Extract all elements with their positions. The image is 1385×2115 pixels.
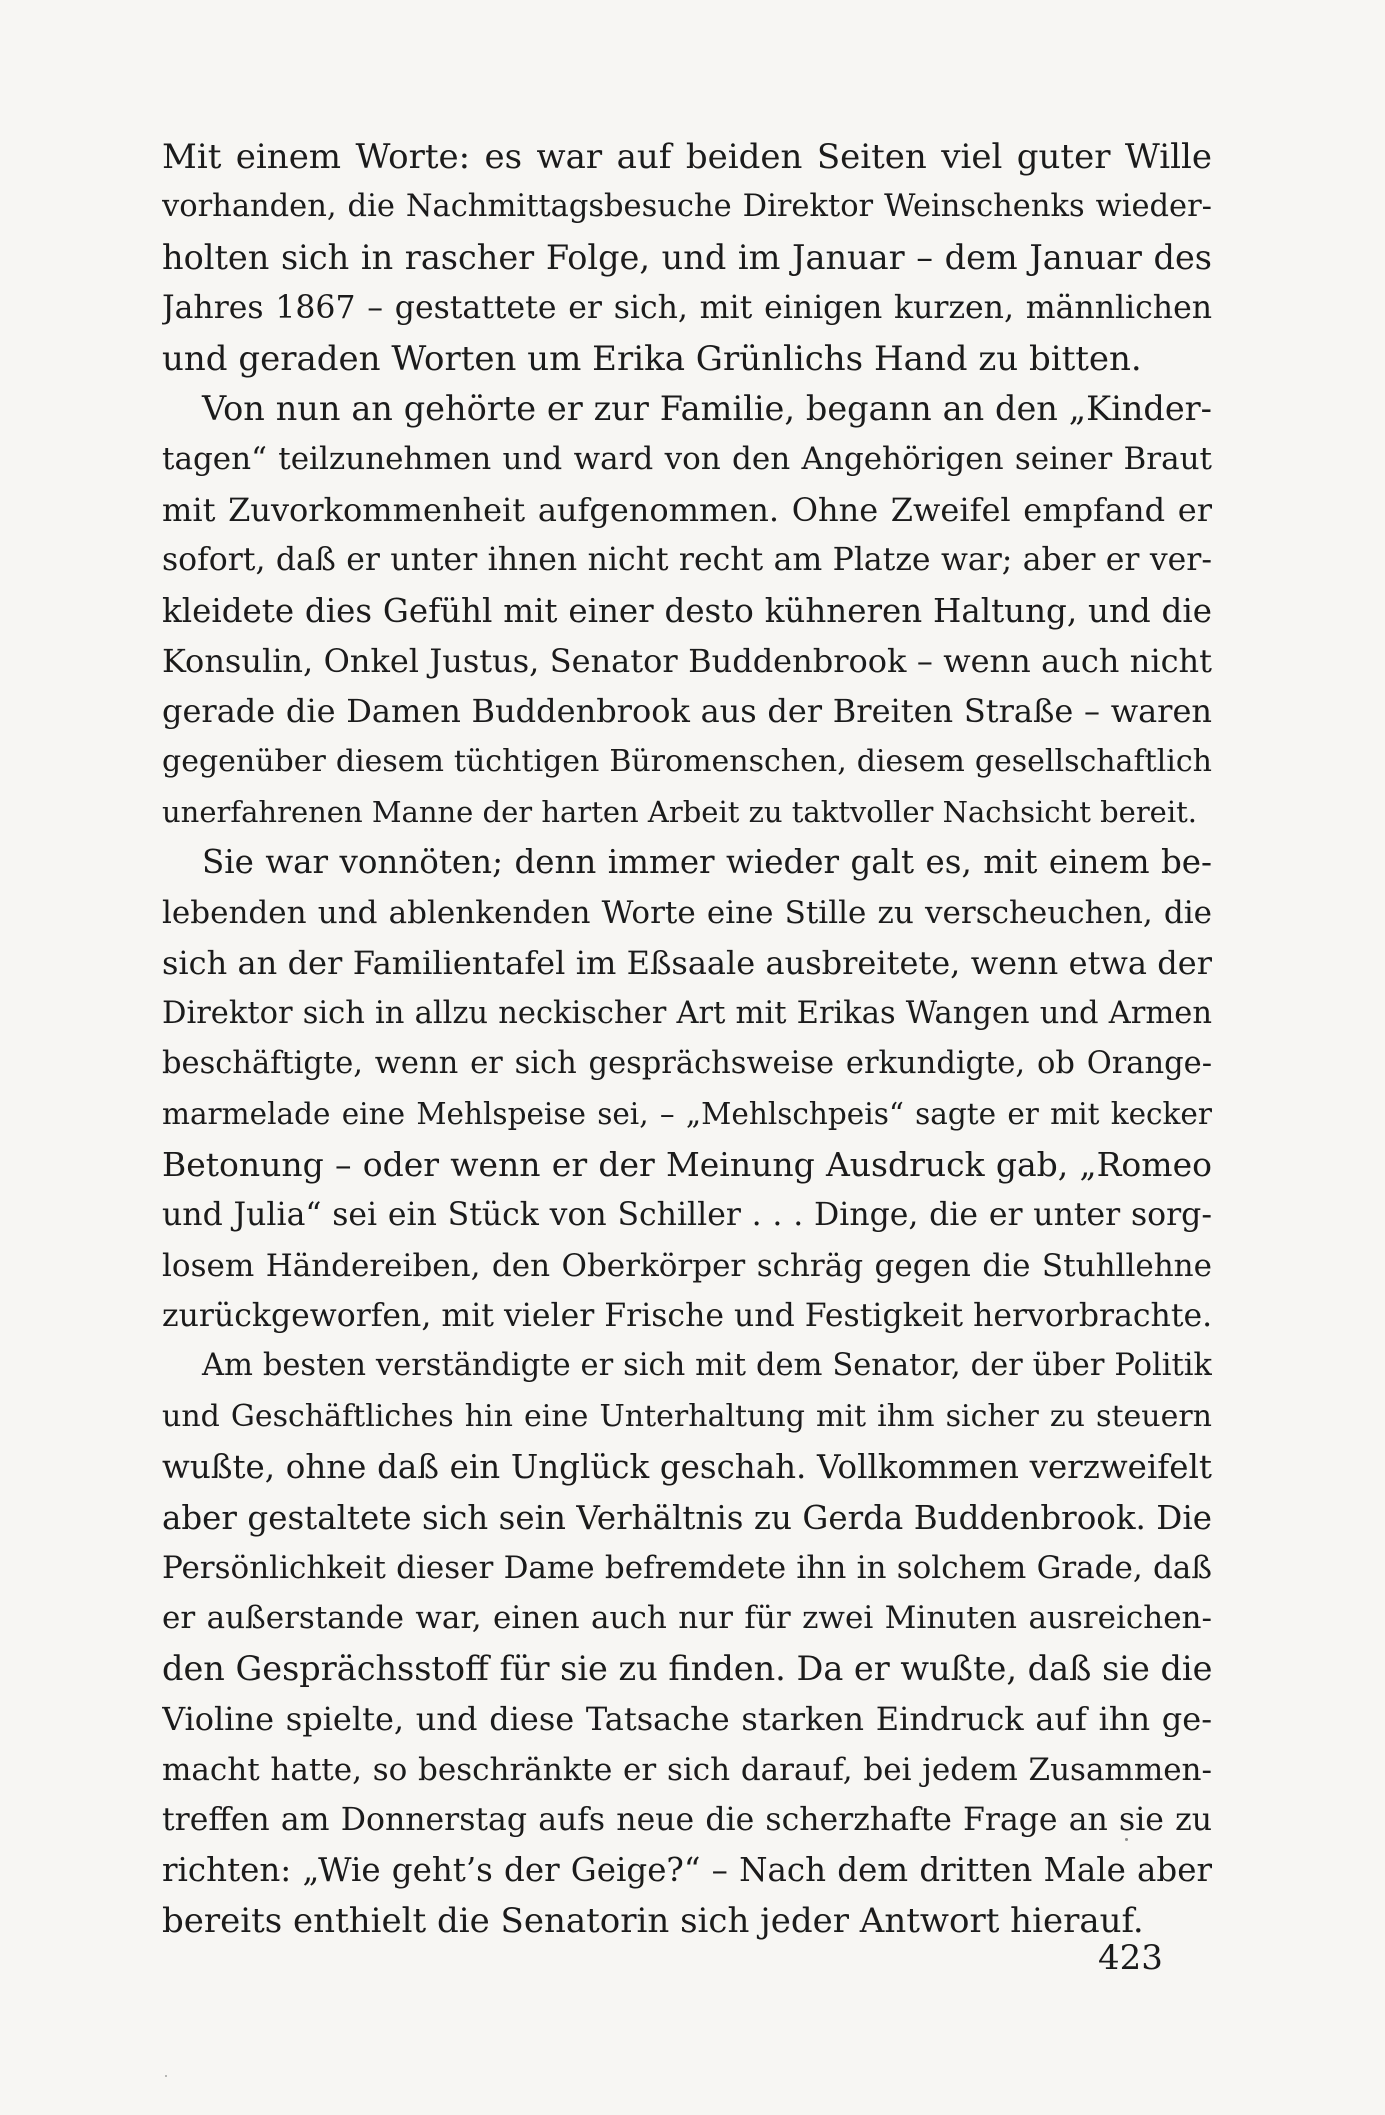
text-line: Violine spielte, und diese Tatsache starken Eindruck auf ihn ge- [162,1700,1212,1739]
text-line: Direktor sich in allzu neckischer Art mit Erikas Wangen und Armen [162,995,1212,1031]
text-line: mit Zuvorkommenheit aufgenommen. Ohne Zweifel empfand er [162,490,1212,529]
text-line: er außerstande war, einen auch nur für zwei Minuten ausreichen- [162,1600,1212,1637]
text-line: zurückgeworfen, mit vieler Frische und Festigkeit hervorbrachte. [162,1297,1212,1334]
text-line: unerfahrenen Manne der harten Arbeit zu taktvoller Nachsicht bereit. [162,795,1197,830]
ink-speck [1125,1838,1128,1841]
text-line: Am besten verständigte er sich mit dem Senator, der über Politik [202,1348,1212,1384]
ink-speck [165,2075,167,2077]
text-line: gerade die Damen Buddenbrook aus der Breiten Straße – waren [162,692,1212,731]
text-line: Sie war vonnöten; denn immer wieder galt es, mit einem be- [202,843,1212,882]
text-line: vorhanden, die Nachmittagsbesuche Direktor Weinschenks wieder- [162,189,1212,225]
text-line: und Julia“ sei ein Stück von Schiller . . . Dinge, die er unter sorg- [162,1197,1212,1234]
text-line: und geraden Worten um Erika Grünlichs Hand zu bitten. [162,338,1142,379]
text-line: richten: „Wie geht’s der Geige?“ – Nach dem dritten Male aber [162,1851,1212,1890]
text-line: tagen“ teilzunehmen und ward von den Angehörigen seiner Braut [162,441,1212,478]
text-line: macht hatte, so beschränkte er sich darauf, bei jedem Zusammen- [162,1751,1212,1788]
text-line: Jahres 1867 – gestattete er sich, mit einigen kurzen, männlichen [162,290,1212,327]
text-line: und Geschäftliches hin eine Unterhaltung mit ihm sicher zu steuern [162,1398,1212,1434]
text-line: bereits enthielt die Senatorin sich jeder Antwort hierauf. [162,1900,1144,1941]
text-line: Mit einem Worte: es war auf beiden Seiten viel guter Wille [162,137,1212,177]
text-line: gegenüber diesem tüchtigen Büromenschen, diesem gesellschaftlich [162,743,1212,779]
text-line: den Gesprächsstoff für sie zu finden. Da er wußte, daß sie die [162,1648,1212,1688]
text-line: aber gestaltete sich sein Verhältnis zu Gerda Buddenbrook. Die [162,1498,1212,1537]
text-line: Betonung – oder wenn er der Meinung Ausdruck gab, „Romeo [162,1144,1212,1184]
text-line: kleidete dies Gefühl mit einer desto kühneren Haltung, und die [162,591,1212,630]
text-line: holten sich in rascher Folge, und im Januar – dem Januar des [162,237,1212,277]
text-line: Konsulin, Onkel Justus, Senator Buddenbrook – wenn auch nicht [162,641,1212,680]
text-line: wußte, ohne daß ein Unglück geschah. Vollkommen verzweifelt [162,1448,1212,1487]
text-line: lebenden und ablenkenden Worte eine Stille zu verscheuchen, die [162,894,1212,931]
body-text [162,132,1212,1946]
text-line: Persönlichkeit dieser Dame befremdete ihn in solchem Grade, daß [162,1549,1212,1586]
text-line: losem Händereiben, den Oberkörper schräg gegen die Stuhllehne [162,1247,1212,1284]
text-line: marmelade eine Mehlspeise sei, – „Mehlschpeis“ sagte er mit kecker [162,1097,1212,1132]
text-line: treffen am Donnerstag aufs neue die scherzhafte Frage an sie zu [162,1801,1212,1838]
text-line: sich an der Familientafel im Eßsaale ausbreitete, wenn etwa der [162,944,1212,983]
text-line: beschäftigte, wenn er sich gesprächsweise erkundigte, ob Orange- [162,1046,1212,1082]
text-line: Von nun an gehörte er zur Familie, begann an den „Kinder- [202,388,1212,428]
text-line: sofort, daß er unter ihnen nicht recht am Platze war; aber er ver- [162,542,1212,579]
page-number: 423 [1098,1938,1163,1978]
